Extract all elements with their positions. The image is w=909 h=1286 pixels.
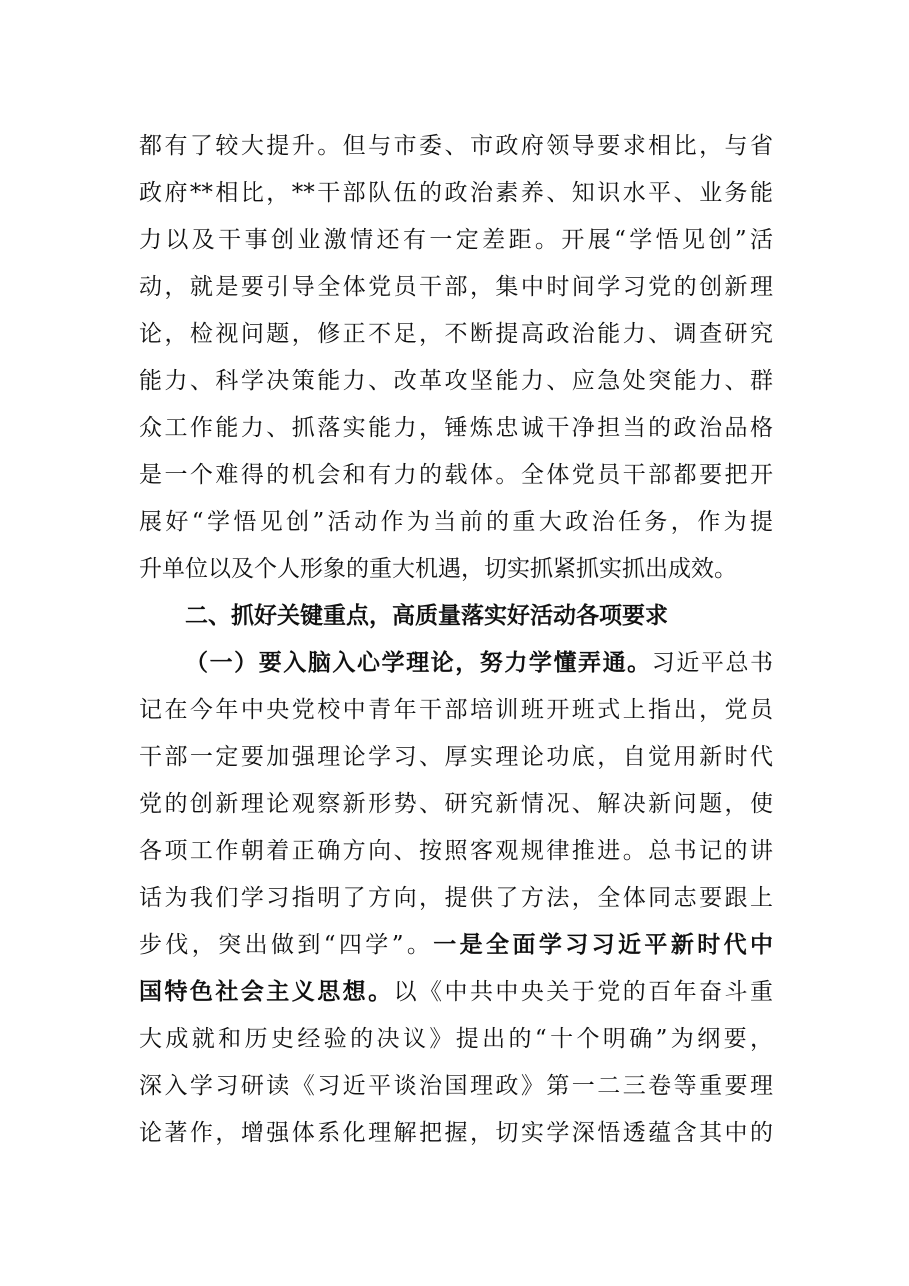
paragraph-line: 政府**相比，**干部队伍的政治素养、知识水平、业务能 bbox=[139, 180, 773, 206]
plain-segment: 步伐，突出做到“四学”。 bbox=[139, 932, 434, 958]
paragraph-line: 深入学习研读《习近平谈治国理政》第一二三卷等重要理 bbox=[139, 1073, 773, 1099]
paragraph-line: 力以及干事创业激情还有一定差距。开展“学悟见创”活 bbox=[139, 227, 773, 253]
paragraph-line: 论，检视问题，修正不足，不断提高政治能力、调查研究 bbox=[139, 321, 773, 347]
paragraph-line: 论著作，增强体系化理解把握，切实学深悟透蕴含其中的 bbox=[139, 1120, 773, 1146]
paragraph-line: 记在今年中央党校中青年干部培训班开班式上指出，党员 bbox=[139, 697, 773, 723]
paragraph-line: 动，就是要引导全体党员干部，集中时间学习党的创新理 bbox=[139, 274, 773, 300]
plain-segment: 以《中共中央关于党的百年奋斗重 bbox=[393, 979, 773, 1005]
paragraph-line-mixed bbox=[139, 922, 773, 969]
bold-segment: 国特色社会主义思想。 bbox=[139, 979, 394, 1005]
paragraph-line: 干部一定要加强理论学习、厚实理论功底，自觉用新时代 bbox=[139, 744, 773, 770]
paragraph-line: 话为我们学习指明了方向，提供了方法，全体同志要跟上 bbox=[139, 885, 773, 911]
bold-segment: 一是全面学习习近平新时代中 bbox=[433, 932, 773, 958]
sub-heading-line bbox=[139, 640, 773, 687]
paragraph-line: 大成就和历史经验的决议》提出的“十个明确”为纲要， bbox=[139, 1026, 773, 1052]
paragraph-line: 都有了较大提升。但与市委、市政府领导要求相比，与省 bbox=[139, 133, 773, 159]
sub-heading-bold: （一）要入脑入心学理论，努力学懂弄通。 bbox=[185, 650, 652, 676]
paragraph-line: 众工作能力、抓落实能力，锤炼忠诚干净担当的政治品格 bbox=[139, 415, 773, 441]
paragraph-line: 党的创新理论观察新形势、研究新情况、解决新问题，使 bbox=[139, 791, 773, 817]
paragraph-line-mixed bbox=[139, 969, 773, 1016]
document-body bbox=[139, 123, 773, 1157]
paragraph-line: 能力、科学决策能力、改革攻坚能力、应急处突能力、群 bbox=[139, 368, 773, 394]
paragraph-line: 各项工作朝着正确方向、按照客观规律推进。总书记的讲 bbox=[139, 838, 773, 864]
paragraph-line: 是一个难得的机会和有力的载体。全体党员干部都要把开 bbox=[139, 462, 773, 488]
sub-heading-rest: 习近平总书 bbox=[651, 650, 773, 676]
paragraph-line: 展好“学悟见创”活动作为当前的重大政治任务，作为提 bbox=[139, 509, 773, 535]
section-heading: 二、抓好关键重点，高质量落实好活动各项要求 bbox=[185, 603, 668, 629]
paragraph-line: 升单位以及个人形象的重大机遇，切实抓紧抓实抓出成效。 bbox=[139, 556, 737, 582]
